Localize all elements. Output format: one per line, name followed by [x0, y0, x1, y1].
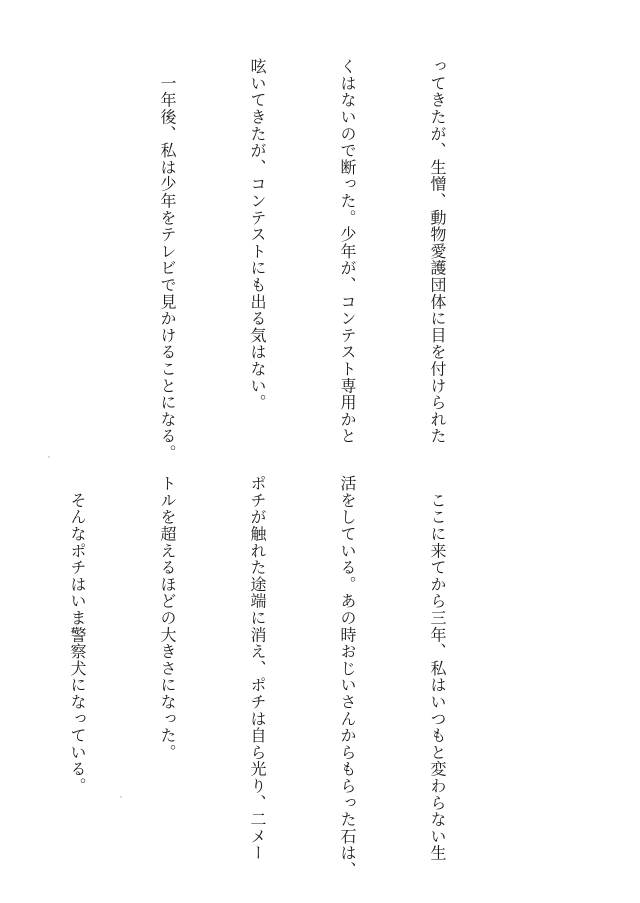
text-line: そんなポチはいま警察犬になっている。 — [68, 475, 87, 795]
text-block-bottom — [0, 475, 512, 879]
text-line: トルを超えるほどの大きさになった。 — [158, 475, 177, 761]
text-line: 活をしている。あの時おじいさんからもらった石は、 — [338, 475, 357, 879]
text-line: 一年後、私は少年をテレビで見かけることになる。 — [158, 58, 177, 462]
text-line — [0, 475, 2, 855]
text-block-top — [0, 58, 512, 462]
text-line: ポチが触れた途端に消え、ポチは自ら光り、二メー — [248, 475, 267, 862]
paper-speck — [48, 456, 50, 458]
text-line — [0, 58, 2, 438]
paper-speck — [120, 796, 122, 798]
blank-line — [62, 58, 92, 438]
text-line: くはないので断った。少年が、コンテスト専用かと — [338, 58, 357, 445]
text-line: ってきたが、生憎、動物愛護団体に目を付けられた — [428, 58, 447, 445]
text-line: 呟いてきたが、コンテストにも出る気はない。 — [248, 58, 267, 411]
text-line: ここに来てから三年、私はいつもと変わらない生 — [428, 475, 447, 862]
